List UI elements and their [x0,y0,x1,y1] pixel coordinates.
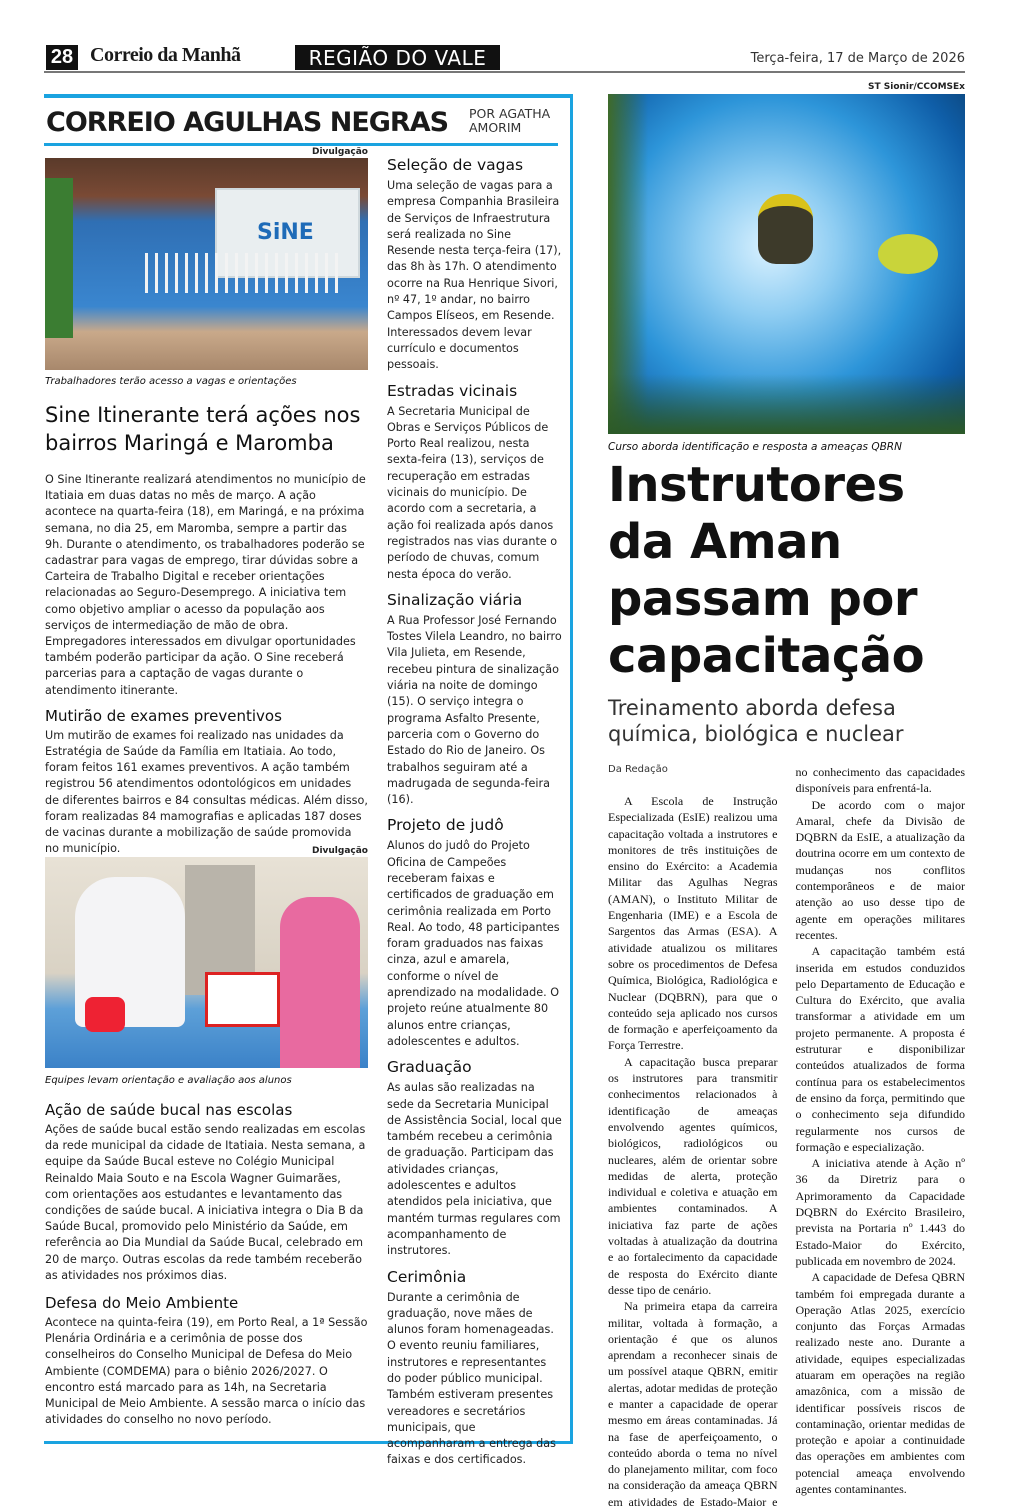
dental-model [85,997,125,1032]
dental-class-photo [45,857,368,1068]
feature-article [608,764,965,1510]
article-paragraph: A capacitação também está inserida em estudos conduzidos pelo Departamento de Educação e Cultura do Exército, que avalia transformar a atividade em um projeto permanente. A proposta é estruturar e disponibilizar conteúdos atualizados de forma contínua para os estabelecimentos de ensino da força, permitindo que o conhecimento seja difundido regularmente nos cursos de formação e especialização. [795,944,965,1154]
article-paragraph: De acordo com o major Amaral, chefe da Divisão de DQBRN da EsIE, a atualização da doutrina ocorre em um contexto de mudanças nos conflitos contemporâneos e de maior atenção ao uso desse tipo de agente em operações militares recentes. [795,797,965,942]
article-paragraph: A capacitação busca preparar os instrutores para transmitir conhecimentos relacionados à identificação de ameaças envolvendo agentes químicos, biológicos, radiológicos ou nucleares, além de orientar sobre medidas de alerta, proteção individual e coletiva e atuação em ambientes contaminados. A iniciativa faz parte de ações voltadas à atualização da doutrina e ao fortalecimento da capacidade de resposta do Exército diante desse tipo de cenário. [608,1054,778,1297]
lead-body: O Sine Itinerante realizará atendimentos no município de Itatiaia em duas datas no mês de março. A ação acontece na quarta-feira (18), em Maringá, e na próxima semana, no dia 25, em Maromba, sempre a partir das 9h. Durante o atendimento, os trabalhadores poderão se cadastrar para vagas de emprego, tirar dúvidas sobre a Carteira de Trabalho Digital e receber orientações relacionadas ao Seguro-Desemprego. A iniciativa tem como objetivo ampliar o acesso da população aos serviços de intermediação de mão de obra. Empregadores interessados em divulgar oportunidades também poderão participar da ação. O Sine receberá parcerias para a captação de vagas durante o atendimento itinerante. [45,473,366,697]
note-heading: Seleção de vagas [387,156,524,174]
section-label: REGIÃO DO VALE [295,45,500,70]
mutirao-heading: Mutirão de exames preventivos [45,706,282,725]
note-body: Durante a cerimônia de graduação, nove mães de alunos foram homenageadas. O evento reuniu familiares, instrutores e representantes do poder público municipal. Também estiveram presentes vereadores e secretários municipais, que acompanharam a entrega das faixas e dos certificados. [387,1290,556,1467]
photo-credit: Divulgação [311,147,368,157]
ambiente-heading: Defesa do Meio Ambiente [45,1294,239,1313]
lead-story [45,472,368,857]
note-body: Uma seleção de vagas para a empresa Companhia Brasileira de Serviços de Infraestrutura será realizada no Sine Resende nesta terça-feira (17), das 8h às 17h. O atendimento ocorre na Rua Henrique Sivori, nº 47, 1º andar, no bairro Campos Elíseos, em Resende. Interessados devem levar currículo e documentos pessoais. [387,179,562,372]
note-body: A Rua Professor José Fernando Tostes Vilela Leandro, no bairro Vila Julieta, em Resende, recebeu pintura de sinalização viária na noite de domingo (15). O serviço integra o programa Asfalto Presente, parceria com o Governo do Estado do Rio de Janeiro. Os trabalhos seguiram até a madrugada de segunda-feira (16). [387,613,562,807]
article-paragraph: A iniciativa atende à Ação nº 36 da Diretriz para o Aprimoramento da Capacidade DQBRN do Exército Brasileiro, prevista na Portaria nº 1.443 do Estado-Maior do Exército, publicada em novembro de 2024. [795,1156,965,1268]
header-rule [44,71,965,73]
photo-credit: ST Sionir/CCOMSEx [868,82,965,92]
photo-caption: Equipes levam orientação e avaliação aos alunos [45,1075,292,1086]
article-byline: Da Redação [608,764,668,775]
note-body: As aulas são realizadas na sede da Secretaria Municipal de Assistência Social, local que também recebeu a cerimônia de graduação. Participam das atividades crianças, adolescentes e adultos atendidos pela iniciativa, que mantém turmas regulares com acompanhamento de instrutores. [387,1081,562,1258]
gas-mask-soldier [758,194,813,264]
photo-caption: Trabalhadores terão acesso a vagas e orientações [45,376,297,387]
feature-deck: Treinamento aborda defesa química, biológica e nuclear [608,696,904,746]
first-aid-box [205,972,280,1027]
note-body: Alunos do judô do Projeto Oficina de Campeões receberam faixas e certificados de graduação em cerimônia realizada em Porto Real. Ao todo, 48 participantes foram graduados nas faixas cinza, azul e amarela, conforme o nível de aprendizado na modalidade. O projeto reúne atualmente 80 alunos entre crianças, adolescentes e adultos. [387,839,560,1048]
feature-headline: Instrutores da Aman passam por capacitação [608,457,925,684]
lead-headline: Sine Itinerante terá ações nos bairros Maringá e Maromba [45,403,361,455]
fence [145,253,345,293]
leaf [878,234,938,274]
grass [608,374,965,434]
newspaper-logo: Correio da Manhã [90,44,241,66]
page-number: 28 [46,45,78,70]
tree [45,178,73,338]
note-body: A Secretaria Municipal de Obras e Serviços Públicos de Porto Real realizou, nesta sexta-feira (13), serviços de recuperação em estradas vicinais do município. De acordo com a secretaria, a ação foi realizada após danos registrados nas vias durante o período de chuvas, comum nesta época do verão. [387,404,558,581]
note-heading: Estradas vicinais [387,381,518,400]
student [280,897,360,1068]
qbrn-training-photo [608,94,965,434]
bucal-heading: Ação de saúde bucal nas escolas [45,1101,293,1119]
note-heading: Sinalização viária [387,590,523,609]
bucal-body: Ações de saúde bucal estão sendo realizadas em escolas da rede municipal da cidade de Itatiaia. Nesta semana, a equipe da Saúde Bucal esteve no Colégio Municipal Reinaldo Maia Souto e na Escola Wagner Guimarães, com orientações aos estudantes e levantamento das condições de saúde bucal. A iniciativa integra o Dia B da Saúde Bucal, promovido pelo Ministério da Saúde, em referência ao Dia Mundial da Saúde Bucal, celebrado em 20 de março. Outras escolas da rede também receberão as atividades nos próximos dias. [45,1123,366,1282]
mutirao-body: Um mutirão de exames foi realizado nas unidades da Estratégia de Saúde da Família em Itatiaia. Ao todo, foram feitos 161 exames preventivos. A ação também registrou 56 atendimentos odontológicos em unidades de diferentes bairros e 84 consultas médicas. Além disso, foram realizadas 84 mamografias e aplicadas 187 doses de vacinas durante a mobilização de saúde promovida no município. [45,728,368,856]
ambiente-body: Acontece na quinta-feira (19), em Porto Real, a 1ª Sessão Plenária Ordinária e a cerimônia de posse dos conselheiros do Conselho Municipal de Defesa do Meio Ambiente (COMDEMA) para o biênio 2026/2027. O encontro está marcado para as 14h, na Secretaria Municipal de Meio Ambiente. A sessão marca o início das atividades do conselho no novo período. [45,1316,368,1427]
note-heading: Graduação [387,1058,472,1077]
title-rule [44,143,558,146]
article-paragraph: A Escola de Instrução Especializada (EsIE) realizou uma capacitação voltada a instrutores e monitores de três instituições de ensino do Exército: a Academia Militar das Agulhas Negras (AMAN), o Instituto Militar de Engenharia (IME) e a Escola de Sargentos das Armas (ESA). A atividade atualizou os militares sobre os procedimentos de Defesa Química, Biológica, Radiológica e Nuclear (DQBRN), para que o conteúdo seja aplicado nos cursos de formação e aperfeiçoamento da Força Terrestre. [608,794,778,1053]
notes-column [387,156,562,1469]
article-paragraph: Na primeira etapa da carreira militar, voltada à formação, a orientação é que os alunos aprendam a reconhecer sinais de um possível ataque QBRN, emitir alertas, adotar medidas de proteção e manter a capacidade de operar mesmo em áreas contaminadas. Já na fase de aperfeiçoamento, o conteúdo aborda o tema no nível do planejamento militar, com foco na consideração da ameaça QBRN em atividades de Estado-Maior e no conhecimento das capacidades disponíveis para enfrentá-la. [608,765,965,1509]
issue-date: Terça-feira, 17 de Março de 2026 [750,51,965,66]
photo-caption: Curso aborda identificação e resposta a ameaças QBRN [608,441,902,453]
note-heading: Projeto de judô [387,816,504,835]
sign-text: SiNE [257,220,314,245]
column-byline: POR AGATHA AMORIM [469,106,551,135]
article-paragraph: A capacidade de Defesa QBRN também foi empregada durante a Operação Atlas 2025, exercício conjunto das Forças Armadas realizado neste ano. Durante a atividade, equipes especializadas atuaram em operações na região amazônica, com a missão de identificar possíveis riscos de contaminação, orientar medidas de proteção e apoiar a continuidade das operações em ambientes com potencial ameaça envolvendo agentes contaminantes. [795,1270,965,1497]
note-heading: Cerimônia [387,1267,467,1286]
column-title: CORREIO AGULHAS NEGRAS [46,107,449,138]
lower-stories [45,1093,368,1428]
sine-building-photo [45,158,368,370]
photo-credit: Divulgação [311,846,368,856]
